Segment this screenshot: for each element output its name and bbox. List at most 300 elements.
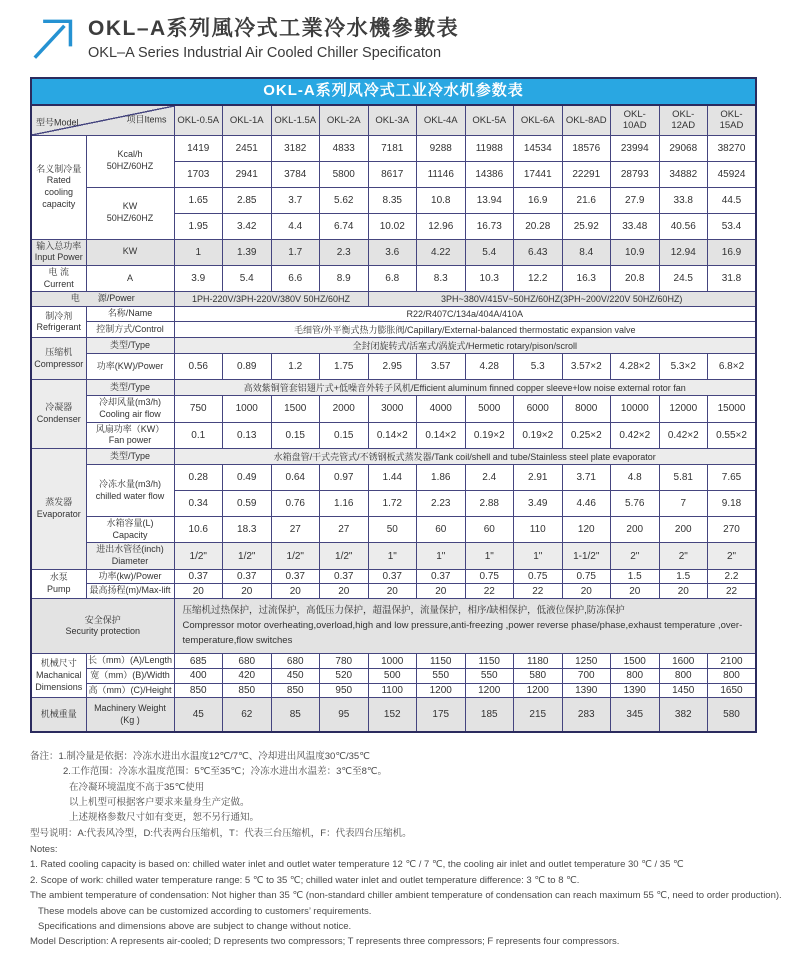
- model-header: OKL-1A: [223, 105, 272, 135]
- model-header: OKL-15AD: [708, 105, 757, 135]
- value-cell: 3.57: [417, 354, 466, 380]
- value-cell: 0.64: [271, 465, 320, 491]
- value-cell: 680: [223, 654, 272, 669]
- value-cell: 5.62: [320, 187, 369, 213]
- value-cell: 2451: [223, 135, 272, 161]
- value-cell: 11146: [417, 161, 466, 187]
- value-cell: 2.95: [368, 354, 417, 380]
- value-cell: 1.72: [368, 491, 417, 517]
- value-cell: 62: [223, 698, 272, 732]
- corner-model-label: 型号Model: [36, 117, 79, 128]
- value-cell: 9288: [417, 135, 466, 161]
- value-cell: 23994: [611, 135, 660, 161]
- value-cell: 24.5: [659, 265, 708, 291]
- value-cell: 1500: [271, 396, 320, 422]
- item-compressor-type: 类型/Type: [86, 338, 174, 354]
- value-cell: 120: [562, 517, 611, 543]
- value-cell: 20: [611, 584, 660, 599]
- value-cell: 0.34: [174, 491, 223, 517]
- value-cell: 20: [223, 584, 272, 599]
- note-line: 上述规格参数尺寸如有变更，恕不另行通知。: [69, 812, 260, 824]
- value-cell: 850: [271, 683, 320, 698]
- value-cell: 1600: [659, 654, 708, 669]
- value-cell: 1": [368, 543, 417, 569]
- value-cell: 1200: [417, 683, 466, 698]
- value-cell: 18.3: [223, 517, 272, 543]
- note-line: 在冷凝环境温度不高于35℃使用: [69, 781, 205, 793]
- value-cell: 1/2": [320, 543, 369, 569]
- value-cell: 1.95: [174, 213, 223, 239]
- row-kcal-50-60hz-a: [31, 135, 756, 161]
- row-height: [31, 683, 756, 698]
- value-cell: 85: [271, 698, 320, 732]
- value-cell: 22: [514, 584, 563, 599]
- value-cell: 2.85: [223, 187, 272, 213]
- note-line: 1. Rated cooling capacity is based on: chilled water inlet and outlet water temperature 12 ℃ / 7 ℃, the cooling air inlet and outlet temperature 30 ℃ / 35 ℃: [30, 859, 684, 871]
- value-cell: 1419: [174, 135, 223, 161]
- spec-table-body: [31, 105, 756, 732]
- value-cell: 950: [320, 683, 369, 698]
- value-cell: 400: [174, 668, 223, 683]
- value-cell: 8.4: [562, 239, 611, 265]
- value-cell: 2.2: [708, 569, 757, 584]
- group-rated-cooling-capacity: 名义制冷量 Rated cooling capacity: [31, 135, 86, 239]
- value-cell: 0.49: [223, 465, 272, 491]
- group-input-power: 输入总功率 Input Power: [31, 239, 86, 265]
- corner-cell: [31, 105, 174, 135]
- value-cell: 0.75: [465, 569, 514, 584]
- note-line: The ambient temperature of condensation: Not higher than 35 ℃ (non-standard chiller ambient temperature of condensation can reach maximum 55 ℃, need to order production).: [30, 890, 782, 902]
- value-cell: 0.97: [320, 465, 369, 491]
- value-cell: 14386: [465, 161, 514, 187]
- value-cell: 450: [271, 668, 320, 683]
- value-cell: 283: [562, 698, 611, 732]
- value-cell: 0.13: [223, 422, 272, 448]
- value-cell: 44.5: [708, 187, 757, 213]
- value-cell: 15000: [708, 396, 757, 422]
- value-cell: 7181: [368, 135, 417, 161]
- value-cell: 8617: [368, 161, 417, 187]
- value-cell: 2.88: [465, 491, 514, 517]
- row-chilled-water-flow-a: [31, 465, 756, 491]
- notes-en: [30, 842, 782, 950]
- power-source-3ph: 3PH~380V/415V~50HZ/60HZ(3PH~200V/220V 50HZ/60HZ): [368, 292, 756, 307]
- value-cell: 7.65: [708, 465, 757, 491]
- value-cell: 29068: [659, 135, 708, 161]
- value-cell: 34882: [659, 161, 708, 187]
- model-header: OKL-6A: [514, 105, 563, 135]
- value-cell: 5000: [465, 396, 514, 422]
- value-cell: 8.3: [417, 265, 466, 291]
- model-header: OKL-1.5A: [271, 105, 320, 135]
- row-evaporator-type: [31, 449, 756, 465]
- value-cell: 1.39: [223, 239, 272, 265]
- value-cell: 3784: [271, 161, 320, 187]
- value-cell: 0.14×2: [368, 422, 417, 448]
- row-pipe-diameter: [31, 543, 756, 569]
- value-cell: 0.56: [174, 354, 223, 380]
- spec-table: [30, 104, 757, 733]
- refrigerant-name-value: R22/R407C/134a/404A/410A: [174, 307, 756, 322]
- value-cell: 3.7: [271, 187, 320, 213]
- row-input-power: [31, 239, 756, 265]
- value-cell: 580: [708, 698, 757, 732]
- value-cell: 5.3×2: [659, 354, 708, 380]
- value-cell: 1.44: [368, 465, 417, 491]
- value-cell: 33.8: [659, 187, 708, 213]
- value-cell: 1150: [465, 654, 514, 669]
- item-tank-capacity: 水箱容量(L) Capacity: [86, 517, 174, 543]
- value-cell: 5.4: [465, 239, 514, 265]
- value-cell: 1000: [368, 654, 417, 669]
- value-cell: 22291: [562, 161, 611, 187]
- group-security-protection: 安全保护 Security protection: [31, 599, 174, 654]
- group-machinery-weight: 机械重量: [31, 698, 86, 732]
- value-cell: 780: [320, 654, 369, 669]
- value-cell: 1": [514, 543, 563, 569]
- value-cell: 4.8: [611, 465, 660, 491]
- value-cell: 20: [368, 584, 417, 599]
- value-cell: 8000: [562, 396, 611, 422]
- value-cell: 1.75: [320, 354, 369, 380]
- value-cell: 110: [514, 517, 563, 543]
- value-cell: 20: [562, 584, 611, 599]
- value-cell: 0.19×2: [465, 422, 514, 448]
- value-cell: 1/2": [223, 543, 272, 569]
- value-cell: 1-1/2": [562, 543, 611, 569]
- value-cell: 0.15: [271, 422, 320, 448]
- row-machinery-weight: [31, 698, 756, 732]
- note-line: 2.工作范围：冷冻水温度范围：5℃至35℃；冷冻水进出水温差：3℃至8℃。: [63, 766, 388, 778]
- item-kw: KW 50HZ/60HZ: [86, 187, 174, 239]
- note-line: 2. Scope of work: chilled water temperature range: 5 ℃ to 35 ℃; chilled water inlet and outlet temperature difference: 3 ℃ to 8 ℃.: [30, 874, 580, 886]
- value-cell: 3182: [271, 135, 320, 161]
- value-cell: 10.9: [611, 239, 660, 265]
- group-pump: 水泵 Pump: [31, 569, 86, 598]
- value-cell: 500: [368, 668, 417, 683]
- value-cell: 10.3: [465, 265, 514, 291]
- value-cell: 6.8×2: [708, 354, 757, 380]
- value-cell: 45924: [708, 161, 757, 187]
- item-input-power-kw: KW: [86, 239, 174, 265]
- row-fan-power: [31, 422, 756, 448]
- value-cell: 550: [465, 668, 514, 683]
- value-cell: 2100: [708, 654, 757, 669]
- item-machinery-weight: Machinery Weight (Kg ): [86, 698, 174, 732]
- value-cell: 0.59: [223, 491, 272, 517]
- value-cell: 1390: [611, 683, 660, 698]
- page-title: OKL–A系列風冷式工業冷水機參數表: [88, 17, 460, 40]
- item-pump-power: 功率(kw)/Power: [86, 569, 174, 584]
- value-cell: 800: [611, 668, 660, 683]
- item-fan-power: 风扇功率（KW） Fan power: [86, 422, 174, 448]
- row-length: [31, 654, 756, 669]
- evaporator-type-value: 水箱盘管/干式壳管式/不锈钢板式蒸发器/Tank coil/shell and tube/Stainless steel plate evaporator: [174, 449, 756, 465]
- value-cell: 0.42×2: [611, 422, 660, 448]
- value-cell: 3.71: [562, 465, 611, 491]
- value-cell: 20: [659, 584, 708, 599]
- value-cell: 4.46: [562, 491, 611, 517]
- corner-items-label: 项目Items: [126, 114, 167, 125]
- value-cell: 1.86: [417, 465, 466, 491]
- row-current: [31, 265, 756, 291]
- value-cell: 3.49: [514, 491, 563, 517]
- note-line: Notes:: [30, 844, 58, 856]
- value-cell: 33.48: [611, 213, 660, 239]
- value-cell: 4000: [417, 396, 466, 422]
- item-cooling-air-flow: 冷却风量(m3/h) Cooling air flow: [86, 396, 174, 422]
- value-cell: 0.76: [271, 491, 320, 517]
- row-refrigerant-name: [31, 307, 756, 322]
- value-cell: 6.74: [320, 213, 369, 239]
- value-cell: 850: [174, 683, 223, 698]
- row-tank-capacity: [31, 517, 756, 543]
- model-header: OKL-4A: [417, 105, 466, 135]
- value-cell: 28793: [611, 161, 660, 187]
- compressor-type-value: 全封闭旋转式/活塞式/涡旋式/Hermetic rotary/pison/scroll: [174, 338, 756, 354]
- value-cell: 2.91: [514, 465, 563, 491]
- value-cell: 270: [708, 517, 757, 543]
- value-cell: 11988: [465, 135, 514, 161]
- value-cell: 550: [417, 668, 466, 683]
- value-cell: 4.28×2: [611, 354, 660, 380]
- value-cell: 1200: [465, 683, 514, 698]
- value-cell: 152: [368, 698, 417, 732]
- value-cell: 60: [465, 517, 514, 543]
- model-header: OKL-12AD: [659, 105, 708, 135]
- value-cell: 5.4: [223, 265, 272, 291]
- value-cell: 60: [417, 517, 466, 543]
- item-height: 高（mm）(C)/Height: [86, 683, 174, 698]
- value-cell: 1250: [562, 654, 611, 669]
- page-subtitle: OKL–A Series Industrial Air Cooled Chiller Specificaton: [88, 45, 442, 61]
- page-header: [30, 12, 757, 65]
- item-refrigerant-name: 名称/Name: [86, 307, 174, 322]
- note-line: Model Description: A represents air-cooled; D represents two compressors; T represents three compressors; F represents four compressors.: [30, 936, 620, 948]
- item-evaporator-type: 类型/Type: [86, 449, 174, 465]
- value-cell: 0.1: [174, 422, 223, 448]
- value-cell: 200: [611, 517, 660, 543]
- value-cell: 2000: [320, 396, 369, 422]
- item-pipe-diameter: 进出水管径(inch) Diameter: [86, 543, 174, 569]
- value-cell: 4.28: [465, 354, 514, 380]
- value-cell: 27: [320, 517, 369, 543]
- value-cell: 580: [514, 668, 563, 683]
- value-cell: 2": [659, 543, 708, 569]
- value-cell: 1150: [417, 654, 466, 669]
- item-kcal: Kcal/h 50HZ/60HZ: [86, 135, 174, 187]
- value-cell: 17441: [514, 161, 563, 187]
- row-compressor-power: [31, 354, 756, 380]
- value-cell: 16.9: [708, 239, 757, 265]
- value-cell: 16.9: [514, 187, 563, 213]
- item-refrigerant-control: 控制方式/Control: [86, 322, 174, 338]
- value-cell: 20: [320, 584, 369, 599]
- row-power-source: [31, 292, 756, 307]
- item-power-source: 电 源/Power: [31, 292, 174, 307]
- value-cell: 1000: [223, 396, 272, 422]
- value-cell: 680: [271, 654, 320, 669]
- value-cell: 22: [465, 584, 514, 599]
- value-cell: 45: [174, 698, 223, 732]
- power-source-1ph: 1PH-220V/3PH-220V/380V 50HZ/60HZ: [174, 292, 368, 307]
- value-cell: 700: [562, 668, 611, 683]
- value-cell: 27.9: [611, 187, 660, 213]
- group-compressor: 压缩机 Compressor: [31, 338, 86, 380]
- model-header: OKL-8AD: [562, 105, 611, 135]
- value-cell: 20: [417, 584, 466, 599]
- value-cell: 10.02: [368, 213, 417, 239]
- value-cell: 0.75: [562, 569, 611, 584]
- model-header-row: [31, 105, 756, 135]
- value-cell: 0.28: [174, 465, 223, 491]
- item-length: 长（mm）(A)/Length: [86, 654, 174, 669]
- row-cooling-air-flow: [31, 396, 756, 422]
- value-cell: 12.2: [514, 265, 563, 291]
- value-cell: 0.25×2: [562, 422, 611, 448]
- value-cell: 25.92: [562, 213, 611, 239]
- item-max-lift: 最高扬程(m)/Max-lift: [86, 584, 174, 599]
- value-cell: 0.55×2: [708, 422, 757, 448]
- value-cell: 6000: [514, 396, 563, 422]
- value-cell: 800: [659, 668, 708, 683]
- security-protection-text: 压缩机过热保护，过流保护，高低压力保护，超温保护，流量保护，相序/缺相保护，低液位保护,防冻保护 Compressor motor overheating,overload,high and low pressure,anti-freezing ,power reverse phase/phase,exhaust temperature ,over- temperature,flow switches: [174, 599, 756, 654]
- value-cell: 0.42×2: [659, 422, 708, 448]
- value-cell: 5.3: [514, 354, 563, 380]
- row-condenser-type: [31, 380, 756, 396]
- row-compressor-type: [31, 338, 756, 354]
- value-cell: 31.8: [708, 265, 757, 291]
- value-cell: 18576: [562, 135, 611, 161]
- value-cell: 685: [174, 654, 223, 669]
- value-cell: 185: [465, 698, 514, 732]
- value-cell: 2.3: [320, 239, 369, 265]
- value-cell: 1200: [514, 683, 563, 698]
- value-cell: 2.23: [417, 491, 466, 517]
- group-refrigerant: 制冷剂 Refrigerant: [31, 307, 86, 338]
- model-header: OKL-2A: [320, 105, 369, 135]
- value-cell: 20.8: [611, 265, 660, 291]
- value-cell: 6.8: [368, 265, 417, 291]
- value-cell: 20: [271, 584, 320, 599]
- value-cell: 5800: [320, 161, 369, 187]
- value-cell: 0.37: [223, 569, 272, 584]
- notes-zh: [30, 749, 757, 841]
- group-condenser: 冷凝器 Condenser: [31, 380, 86, 449]
- value-cell: 175: [417, 698, 466, 732]
- value-cell: 345: [611, 698, 660, 732]
- value-cell: 12.96: [417, 213, 466, 239]
- model-header: OKL-10AD: [611, 105, 660, 135]
- value-cell: 1": [465, 543, 514, 569]
- value-cell: 1: [174, 239, 223, 265]
- value-cell: 2": [611, 543, 660, 569]
- row-max-lift: [31, 584, 756, 599]
- row-security-protection: [31, 599, 756, 654]
- value-cell: 4.22: [417, 239, 466, 265]
- value-cell: 1": [417, 543, 466, 569]
- item-compressor-power: 功率(KW)/Power: [86, 354, 174, 380]
- value-cell: 0.89: [223, 354, 272, 380]
- value-cell: 800: [708, 668, 757, 683]
- value-cell: 12000: [659, 396, 708, 422]
- value-cell: 1180: [514, 654, 563, 669]
- value-cell: 9.18: [708, 491, 757, 517]
- value-cell: 1.7: [271, 239, 320, 265]
- note-line: 备注：1.制冷量是依据：冷冻水进出水温度12℃/7℃、冷却进出风温度30℃/35℃: [30, 750, 370, 762]
- value-cell: 0.19×2: [514, 422, 563, 448]
- arrow-up-right-icon: [30, 16, 76, 65]
- title-block: [88, 12, 459, 61]
- value-cell: 1/2": [271, 543, 320, 569]
- value-cell: 0.15: [320, 422, 369, 448]
- value-cell: 8.9: [320, 265, 369, 291]
- value-cell: 16.73: [465, 213, 514, 239]
- value-cell: 1703: [174, 161, 223, 187]
- value-cell: 2.4: [465, 465, 514, 491]
- value-cell: 3000: [368, 396, 417, 422]
- item-chilled-water-flow: 冷冻水量(m3/h) chilled water flow: [86, 465, 174, 517]
- value-cell: 3.6: [368, 239, 417, 265]
- value-cell: 21.6: [562, 187, 611, 213]
- value-cell: 16.3: [562, 265, 611, 291]
- value-cell: 1.2: [271, 354, 320, 380]
- value-cell: 38270: [708, 135, 757, 161]
- value-cell: 4.4: [271, 213, 320, 239]
- value-cell: 5.76: [611, 491, 660, 517]
- value-cell: 0.75: [514, 569, 563, 584]
- value-cell: 1390: [562, 683, 611, 698]
- value-cell: 3.9: [174, 265, 223, 291]
- value-cell: 1/2": [174, 543, 223, 569]
- value-cell: 2": [708, 543, 757, 569]
- value-cell: 6.6: [271, 265, 320, 291]
- value-cell: 0.37: [320, 569, 369, 584]
- value-cell: 1.5: [659, 569, 708, 584]
- row-pump-power: [31, 569, 756, 584]
- value-cell: 5.81: [659, 465, 708, 491]
- value-cell: 1100: [368, 683, 417, 698]
- group-mechanical-dimensions: 机械尺寸 Machanical Dimensions: [31, 654, 86, 698]
- value-cell: 13.94: [465, 187, 514, 213]
- condenser-type-value: 高效紫铜管套铝翅片式+低噪音外转子风机/Efficient aluminum finned copper sleeve+low noise external rotor fan: [174, 380, 756, 396]
- value-cell: 95: [320, 698, 369, 732]
- refrigerant-control-value: 毛细管/外平衡式热力膨胀阀/Capillary/External-balanced thermostatic expansion valve: [174, 322, 756, 338]
- model-header: OKL-5A: [465, 105, 514, 135]
- value-cell: 6.43: [514, 239, 563, 265]
- value-cell: 50: [368, 517, 417, 543]
- value-cell: 20.28: [514, 213, 563, 239]
- row-width: [31, 668, 756, 683]
- value-cell: 20: [174, 584, 223, 599]
- value-cell: 22: [708, 584, 757, 599]
- value-cell: 1.65: [174, 187, 223, 213]
- value-cell: 3.57×2: [562, 354, 611, 380]
- value-cell: 12.94: [659, 239, 708, 265]
- value-cell: 10.6: [174, 517, 223, 543]
- value-cell: 4833: [320, 135, 369, 161]
- model-header: OKL-0.5A: [174, 105, 223, 135]
- note-line: 型号说明：A:代表风冷型，D:代表两台压缩机，T：代表三台压缩机，F：代表四台压缩机。: [30, 827, 412, 839]
- value-cell: 0.37: [417, 569, 466, 584]
- value-cell: 0.37: [368, 569, 417, 584]
- value-cell: 850: [223, 683, 272, 698]
- value-cell: 750: [174, 396, 223, 422]
- value-cell: 53.4: [708, 213, 757, 239]
- value-cell: 1650: [708, 683, 757, 698]
- value-cell: 40.56: [659, 213, 708, 239]
- value-cell: 1500: [611, 654, 660, 669]
